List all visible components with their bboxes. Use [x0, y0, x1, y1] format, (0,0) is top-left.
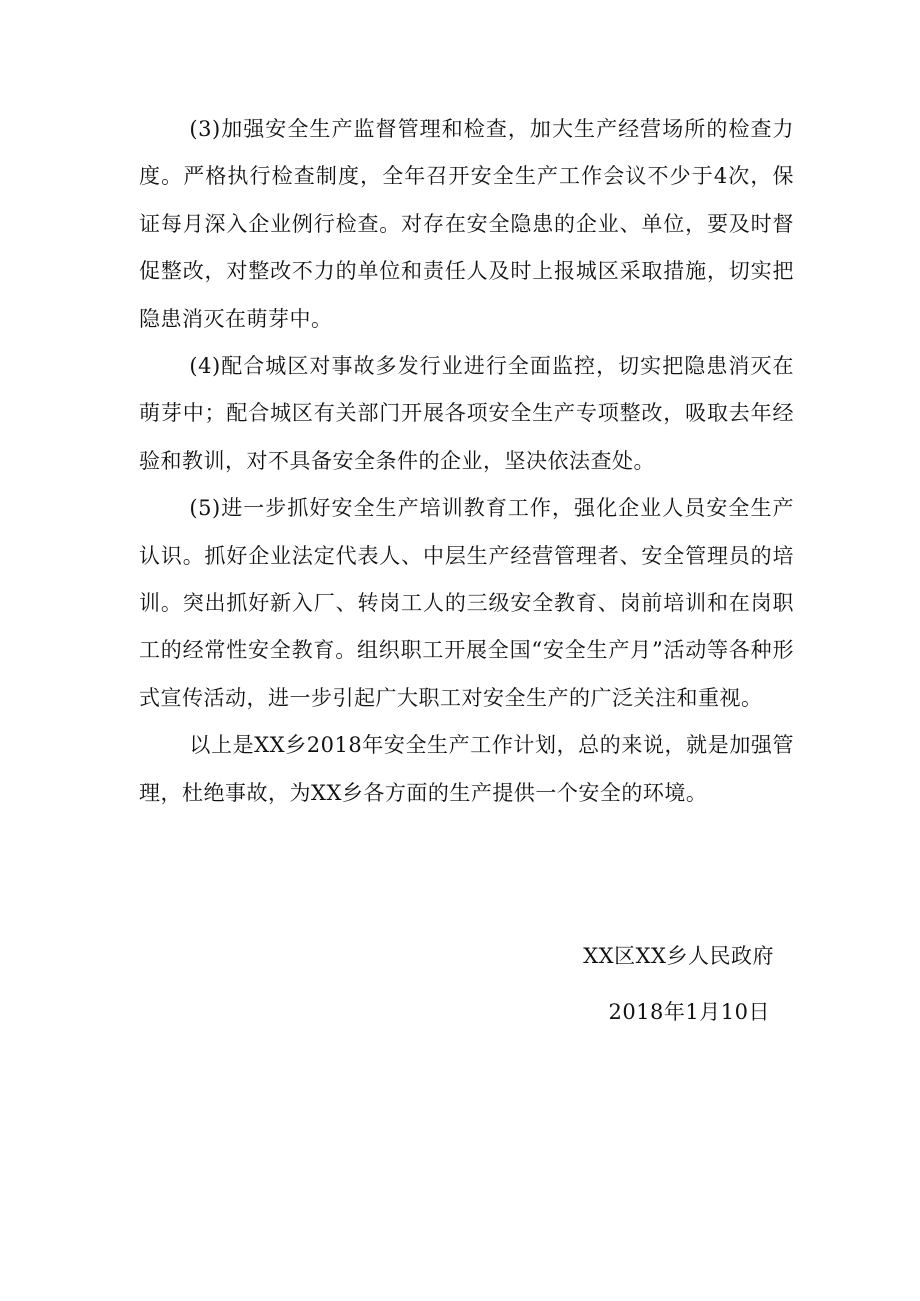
- closing-paragraph: 以上是XX乡2018年安全生产工作计划，总的来说，就是加强管理，杜绝事故，为XX乡各方面的生产提供一个安全的环境。: [139, 733, 794, 805]
- paragraph-item-4: (4)配合城区对事故多发行业进行全面监控，切实把隐患消灭在萌芽中；配合城区有关部门开展各项安全生产专项整改，吸取去年经验和教训，对不具备安全条件的企业，坚决依法查处。: [139, 354, 794, 473]
- issue-date: 2018年1月10日: [608, 1000, 770, 1024]
- paragraph-item-5: (5)进一步抓好安全生产培训教育工作，强化企业人员安全生产认识。抓好企业法定代表人、中层生产经营管理者、安全管理员的培训。突出抓好新入厂、转岗工人的三级安全教育、岗前培训和在岗职工的经常性安全教育。组织职工开展全国“安全生产月”活动等各种形式宣传活动，进一步引起广大职工对安全生产的广泛关注和重视。: [139, 496, 794, 710]
- issuing-organization: XX区XX乡人民政府: [583, 944, 774, 968]
- document-body: [139, 106, 794, 817]
- paragraph-item-3: (3)加强安全生产监督管理和检查，加大生产经营场所的检查力度。严格执行检查制度，全年召开安全生产工作会议不少于4次，保证每月深入企业例行检查。对存在安全隐患的企业、单位，要及时督促整改，对整改不力的单位和责任人及时上报城区采取措施，切实把隐患消灭在萌芽中。: [139, 117, 794, 331]
- signature-block: [583, 928, 774, 1040]
